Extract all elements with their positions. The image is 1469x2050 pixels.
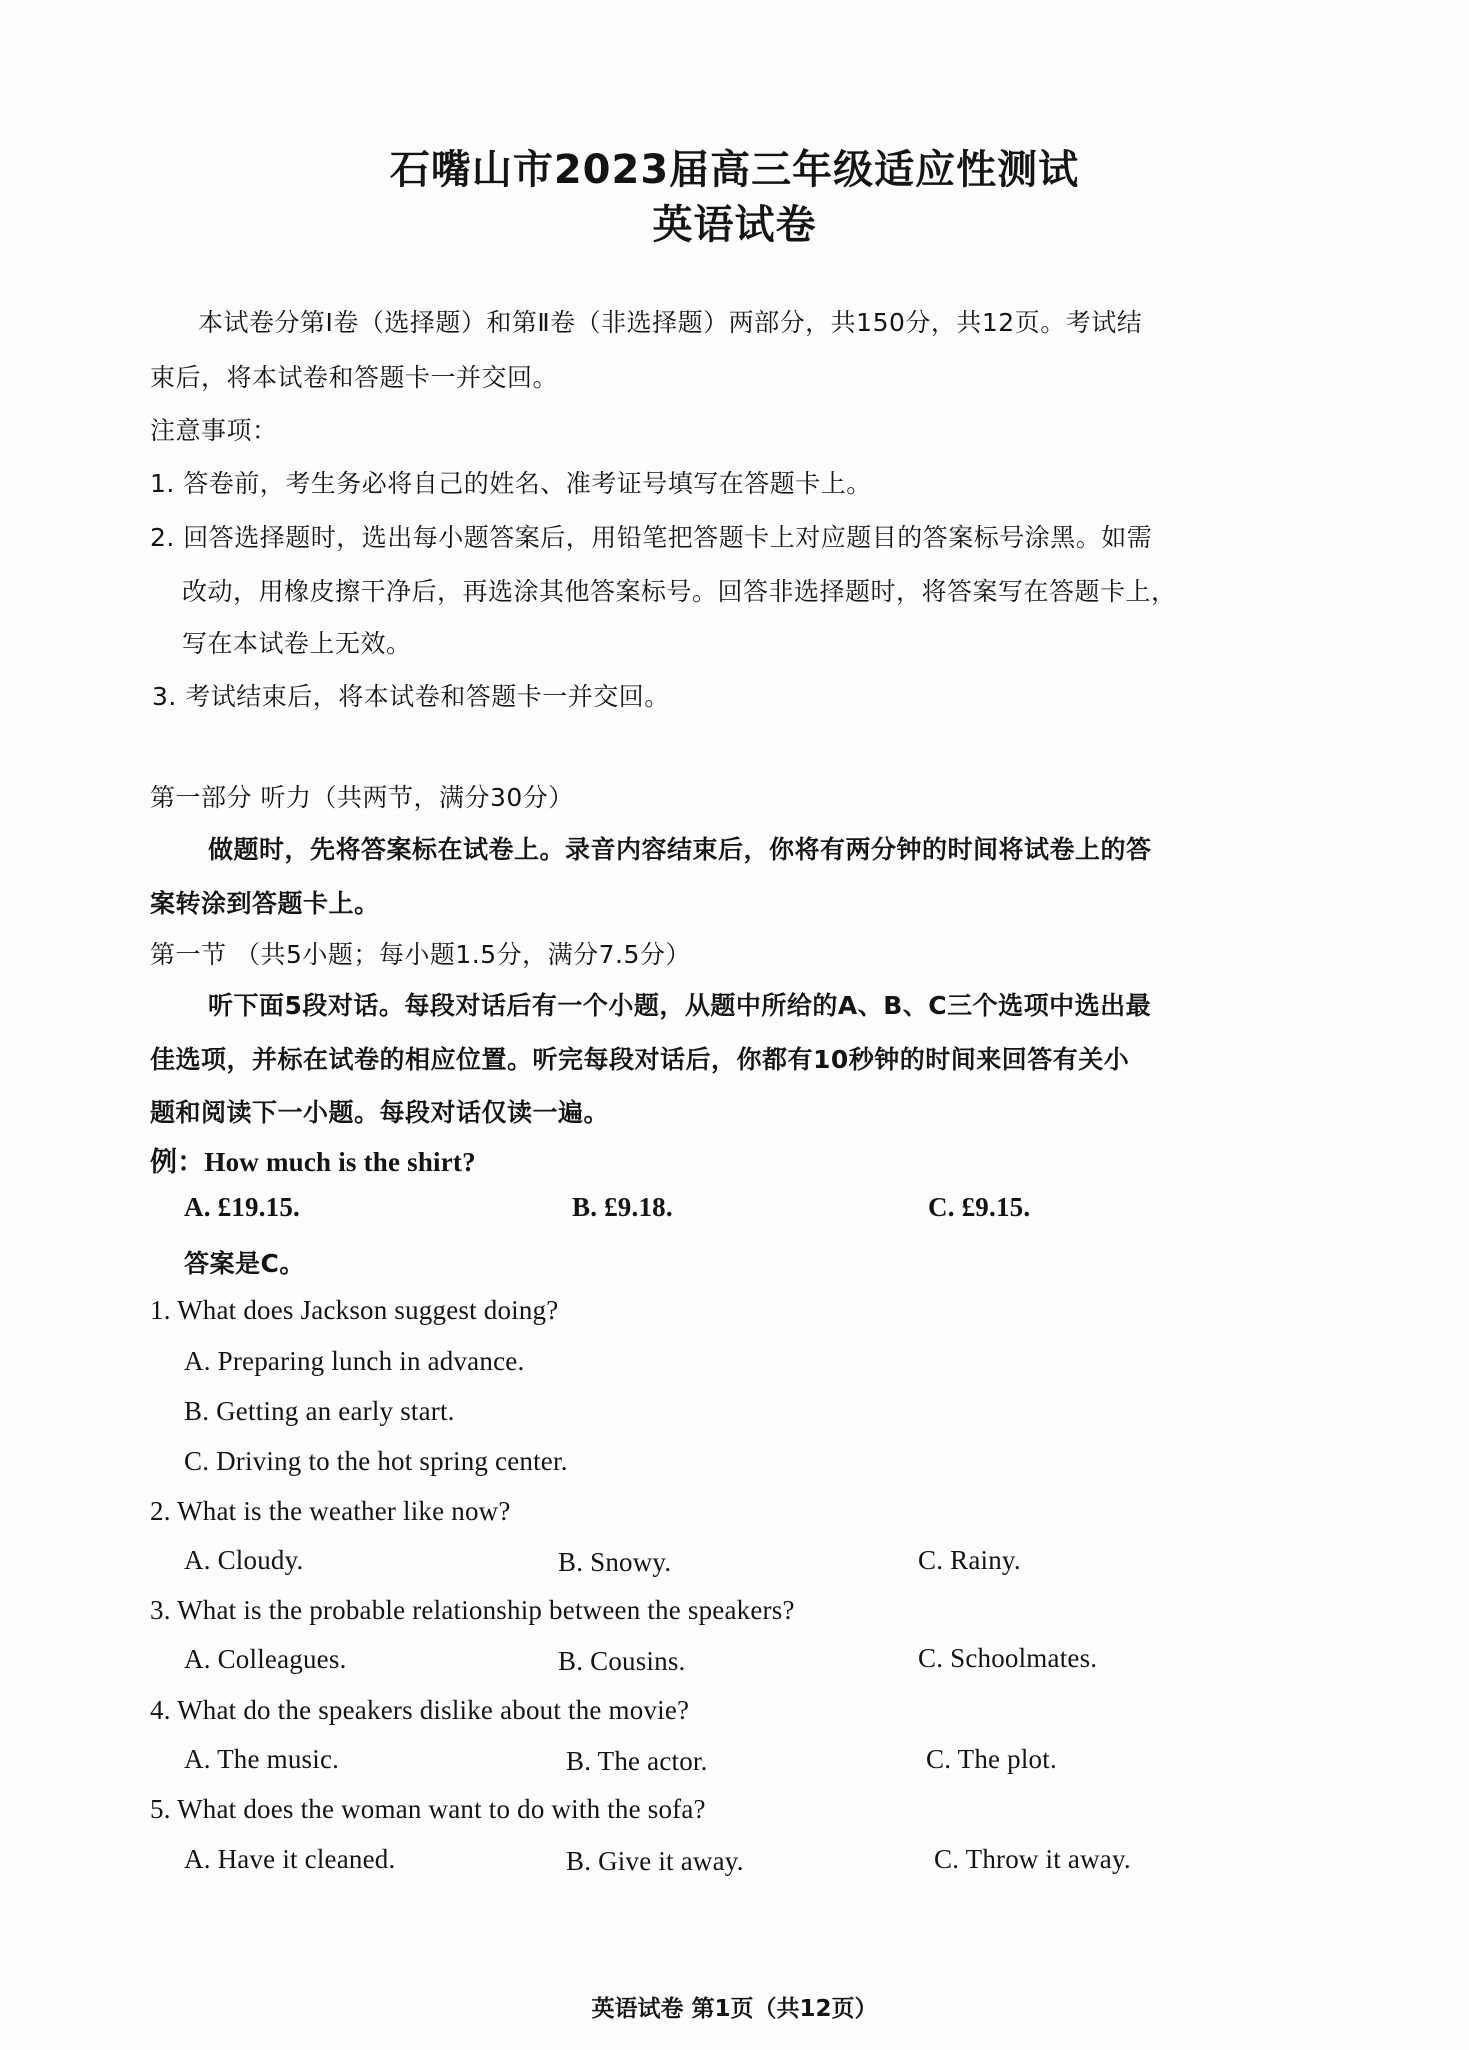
example-option-a: A. £19.15. — [184, 1192, 300, 1222]
section1-instruction-2: 佳选项，并标在试卷的相应位置。听完每段对话后，你都有10秒钟的时间来回答有关小 — [150, 1045, 1130, 1074]
exam-title: 石嘴山市2023届高三年级适应性测试 — [389, 147, 1080, 193]
question-3: 3. What is the probable relationship between the speakers? — [150, 1595, 795, 1625]
example-answer: 答案是C。 — [184, 1249, 305, 1278]
q2-option-c: C. Rainy. — [918, 1545, 1021, 1575]
question-2: 2. What is the weather like now? — [150, 1496, 511, 1526]
q4-option-a: A. The music. — [184, 1744, 340, 1774]
question-4: 4. What do the speakers dislike about the movie? — [150, 1695, 690, 1725]
q2-option-b: B. Snowy. — [558, 1547, 672, 1577]
q3-option-a: A. Colleagues. — [184, 1644, 347, 1674]
page-footer: 英语试卷 第1页（共12页） — [591, 1996, 878, 2022]
part1-heading: 第一部分 听力（共两节，满分30分） — [150, 783, 574, 812]
note-2-cont: 改动，用橡皮擦干净后，再选涂其他答案标号。回答非选择题时，将答案写在答题卡上， — [182, 577, 1177, 606]
part1-instruction-2: 案转涂到答题卡上。 — [150, 889, 380, 918]
notice-heading: 注意事项： — [150, 416, 278, 445]
note-1: 1. 答卷前，考生务必将自己的姓名、准考证号填写在答题卡上。 — [150, 469, 872, 498]
intro-line-1: 本试卷分第Ⅰ卷（选择题）和第Ⅱ卷（非选择题）两部分，共150分，共12页。考试结 — [198, 308, 1143, 337]
q2-option-a: A. Cloudy. — [184, 1545, 304, 1575]
note-2-end: 写在本试卷上无效。 — [182, 629, 412, 658]
question-5: 5. What does the woman want to do with the sofa? — [150, 1794, 706, 1824]
q1-option-c: C. Driving to the hot spring center. — [184, 1446, 568, 1476]
section1-instruction-1: 听下面5段对话。每段对话后有一个小题，从题中所给的A、B、C三个选项中选出最 — [208, 991, 1152, 1020]
q1-option-b: B. Getting an early start. — [184, 1396, 455, 1426]
part1-instruction-1: 做题时，先将答案标在试卷上。录音内容结束后，你将有两分钟的时间将试卷上的答 — [208, 835, 1152, 864]
section1-instruction-3: 题和阅读下一小题。每段对话仅读一遍。 — [150, 1098, 610, 1127]
q4-option-b: B. The actor. — [566, 1746, 708, 1776]
example-option-c: C. £9.15. — [928, 1192, 1031, 1222]
example-option-b: B. £9.18. — [572, 1192, 673, 1222]
section1-heading: 第一节 （共5小题；每小题1.5分，满分7.5分） — [150, 940, 691, 969]
example-question: 例：How much is the shirt? — [150, 1147, 476, 1177]
note-3: 3. 考试结束后，将本试卷和答题卡一并交回。 — [152, 682, 670, 711]
q5-option-a: A. Have it cleaned. — [184, 1844, 396, 1874]
q5-option-b: B. Give it away. — [566, 1846, 744, 1876]
note-2: 2. 回答选择题时，选出每小题答案后，用铅笔把答题卡上对应题目的答案标号涂黑。如需 — [150, 523, 1153, 552]
q1-option-a: A. Preparing lunch in advance. — [184, 1346, 525, 1376]
q4-option-c: C. The plot. — [926, 1744, 1057, 1774]
q3-option-c: C. Schoolmates. — [918, 1643, 1098, 1673]
q5-option-c: C. Throw it away. — [934, 1844, 1131, 1874]
exam-subtitle: 英语试卷 — [652, 202, 817, 248]
q3-option-b: B. Cousins. — [558, 1646, 686, 1676]
intro-line-2: 束后，将本试卷和答题卡一并交回。 — [150, 363, 559, 392]
question-1: 1. What does Jackson suggest doing? — [150, 1295, 559, 1325]
